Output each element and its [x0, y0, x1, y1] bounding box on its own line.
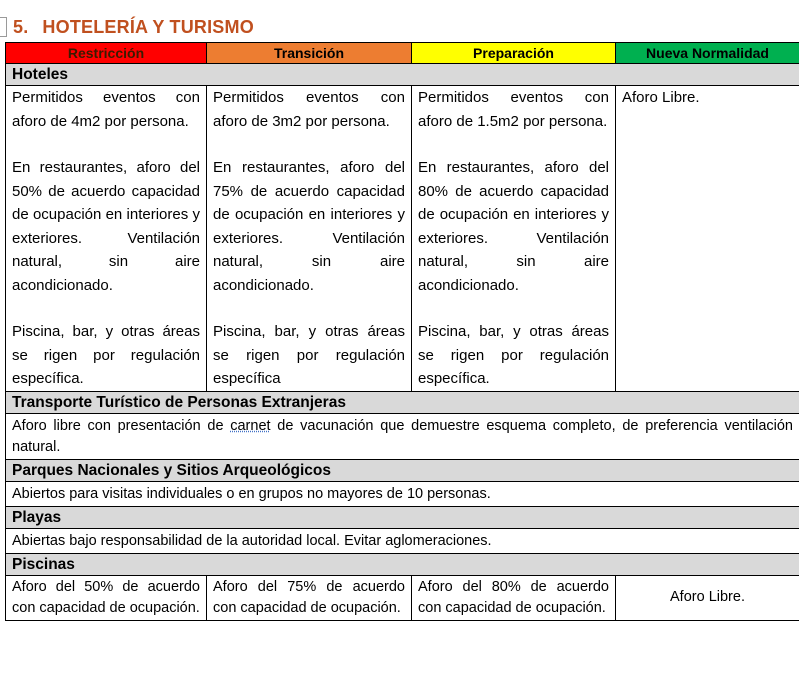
hoteles-restriccion-restaurantes: En restaurantes, aforo del 50% de acuerdo capacidad de ocupación en interiores y exteriores. Ventilación natural, sin aire acondicionado.	[12, 159, 200, 294]
playas-text: Abiertas bajo responsabilidad de la autoridad local. Evitar aglomeraciones.	[6, 528, 799, 553]
section-title-text: HOTELERÍA Y TURISMO	[42, 16, 254, 37]
section-number: 5.	[13, 16, 29, 37]
phase-nueva-normalidad: Nueva Normalidad	[616, 43, 799, 64]
transporte-text-end: de vacunación que demuestre esquema completo, de preferencia ventilación natural.	[12, 417, 793, 455]
hoteles-restriccion-eventos: Permitidos eventos con aforo de 4m2 por persona.	[12, 89, 200, 130]
transporte-text-marked: carnet	[230, 417, 271, 434]
hoteles-preparacion-piscina: Piscina, bar, y otras áreas se rigen por regulación específica.	[418, 323, 609, 387]
phase-preparacion: Preparación	[412, 43, 616, 64]
section-title	[13, 17, 254, 38]
section-row-hoteles	[6, 64, 799, 86]
parques-row	[6, 481, 799, 506]
piscinas-transicion: Aforo del 75% de acuerdo con capacidad de ocupación.	[207, 575, 412, 620]
hoteles-transicion-restaurantes: En restaurantes, aforo del 75% de acuerdo capacidad de ocupación en interiores y exteriores. Ventilación natural, sin aire acondicionado.	[213, 159, 405, 294]
section-row-piscinas	[6, 553, 799, 575]
hoteles-preparacion-restaurantes: En restaurantes, aforo del 80% de acuerdo capacidad de ocupación en interiores y exteriores. Ventilación natural, sin aire acondicionado.	[418, 159, 609, 294]
hoteles-transicion-cell	[207, 86, 412, 392]
piscinas-restriccion: Aforo del 50% de acuerdo con capacidad de ocupación.	[6, 575, 207, 620]
hoteles-transicion-piscina: Piscina, bar, y otras áreas se rigen por regulación específica	[213, 323, 405, 387]
section-row-parques	[6, 459, 799, 481]
section-row-transporte	[6, 391, 799, 413]
hoteles-preparacion-eventos: Permitidos eventos con aforo de 1.5m2 por persona.	[418, 89, 609, 130]
piscinas-row	[6, 575, 799, 620]
section-row-playas	[6, 506, 799, 528]
piscinas-nueva-normalidad: Aforo Libre.	[616, 575, 799, 620]
section-header-hoteles: Hoteles	[6, 64, 799, 86]
hoteles-preparacion-cell	[412, 86, 616, 392]
section-heading	[0, 14, 254, 40]
hoteles-restriccion-cell	[6, 86, 207, 392]
phases-table	[5, 42, 799, 621]
phase-restriccion: Restricción	[6, 43, 207, 64]
piscinas-preparacion: Aforo del 80% de acuerdo con capacidad de ocupación.	[412, 575, 616, 620]
hoteles-nueva-normalidad-cell: Aforo Libre.	[616, 86, 799, 392]
transporte-text	[6, 413, 799, 459]
hoteles-transicion-eventos: Permitidos eventos con aforo de 3m2 por persona.	[213, 89, 405, 130]
playas-row	[6, 528, 799, 553]
section-header-parques: Parques Nacionales y Sitios Arqueológicos	[6, 459, 799, 481]
paragraph-marker-icon	[0, 17, 7, 37]
hoteles-restriccion-piscina: Piscina, bar, y otras áreas se rigen por regulación específica.	[12, 323, 200, 387]
section-header-transporte: Transporte Turístico de Personas Extranjeras	[6, 391, 799, 413]
phase-transicion: Transición	[207, 43, 412, 64]
transporte-row	[6, 413, 799, 459]
section-header-playas: Playas	[6, 506, 799, 528]
phase-header-row	[6, 43, 799, 64]
transporte-text-start: Aforo libre con presentación de	[12, 417, 231, 434]
section-header-piscinas: Piscinas	[6, 553, 799, 575]
parques-text: Abiertos para visitas individuales o en grupos no mayores de 10 personas.	[6, 481, 799, 506]
hoteles-row	[6, 86, 799, 392]
